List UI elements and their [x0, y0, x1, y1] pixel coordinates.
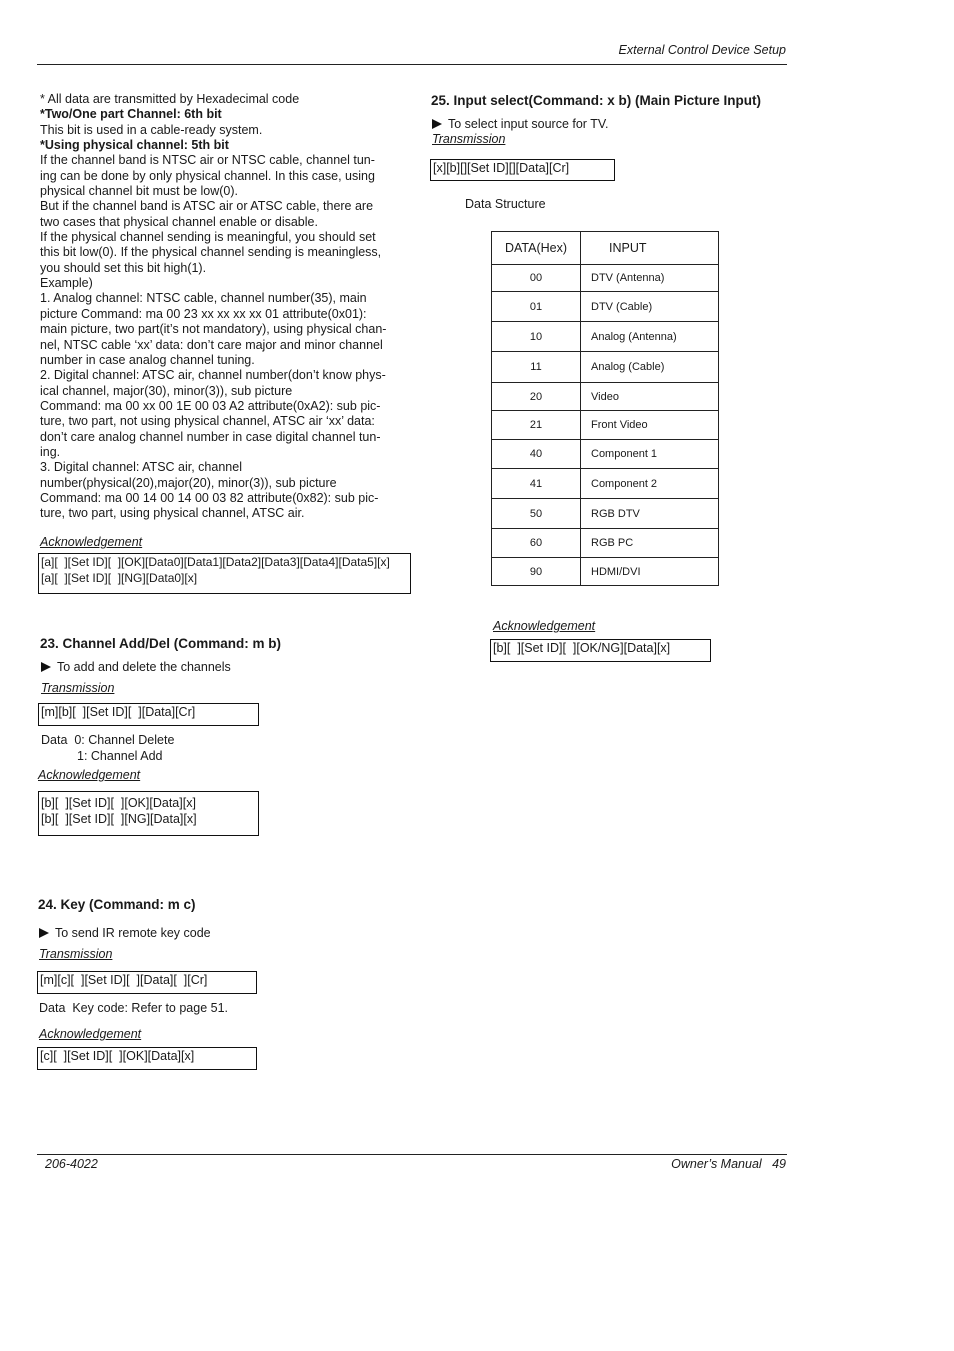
- intro-line: ing can be done by only physical channel. In this case, using: [40, 168, 375, 183]
- ack-code: [b][ ][Set ID][ ][OK/NG][Data][x]: [493, 641, 671, 655]
- hex-cell: 40: [492, 440, 581, 469]
- hex-cell: 10: [492, 322, 581, 352]
- header-rule: [37, 64, 787, 65]
- intro-line: But if the channel band is ATSC air or ATSC cable, there are: [40, 199, 374, 214]
- data-structure-label: Data Structure: [465, 197, 546, 211]
- section-23-data-line: Data 0: Channel Delete: [41, 733, 175, 747]
- intro-line: * All data are transmitted by Hexadecimal code: [40, 92, 300, 106]
- intro-line: picture Command: ma 00 23 xx xx xx xx 01 attribute(0x01):: [40, 306, 367, 321]
- section-25-heading: 25. Input select(Command: x b) (Main Picture Input): [431, 93, 762, 108]
- intro-line: *Two/One part Channel: 6th bit: [40, 107, 222, 122]
- hex-cell: 41: [492, 469, 581, 499]
- intro-line: 2. Digital channel: ATSC air, channel number(don’t know phys-: [40, 368, 386, 383]
- table-row: [492, 383, 719, 411]
- intro-line: ical channel, major(30), minor(3)), sub picture: [40, 383, 293, 398]
- triangle-bullet-icon: [39, 928, 49, 938]
- hex-cell: 11: [492, 352, 581, 383]
- hex-cell: 21: [492, 411, 581, 440]
- input-cell: Front Video: [581, 411, 719, 440]
- table-header-cell: INPUT: [581, 232, 719, 265]
- section-25-bullet: [432, 117, 609, 131]
- section-24-transmission-label: Transmission: [39, 947, 113, 961]
- input-cell: HDMI/DVI: [581, 558, 719, 586]
- intro-line: ing.: [40, 444, 61, 459]
- table-row: [492, 499, 719, 529]
- table-row: [492, 265, 719, 292]
- input-cell: RGB DTV: [581, 499, 719, 529]
- intro-line: this bit low(0). If the physical channel sending is meaningless,: [40, 245, 382, 260]
- hex-cell: 20: [492, 383, 581, 411]
- intro-line: two cases that physical channel enable or disable.: [40, 214, 318, 229]
- intro-line: don’t care analog channel number in case digital channel tun-: [40, 429, 381, 444]
- intro-line: If the physical channel sending is meaningful, you should set: [40, 230, 376, 245]
- section-24-bullet: [39, 926, 211, 940]
- footer-doc-number: 206-4022: [45, 1157, 98, 1171]
- section-23-data-line: 1: Channel Add: [77, 749, 163, 763]
- table-row: [492, 558, 719, 586]
- input-cell: Analog (Antenna): [581, 322, 719, 352]
- ack-code-line: [a][ ][Set ID][ ][OK][Data0][Data1][Data2][Data3][Data4][Data5][x]: [41, 555, 390, 569]
- page-header-title: External Control Device Setup: [618, 43, 786, 57]
- input-cell: Analog (Cable): [581, 352, 719, 383]
- intro-line: number(physical(20),major(20), minor(3)), sub picture: [40, 475, 337, 490]
- hex-cell: 00: [492, 265, 581, 292]
- intro-line: If the channel band is NTSC air or NTSC cable, channel tun-: [40, 153, 375, 168]
- input-cell: DTV (Cable): [581, 292, 719, 322]
- intro-line: Command: ma 00 xx 00 1E 00 03 A2 attribute(0xA2): sub pic-: [40, 398, 381, 413]
- input-cell: Video: [581, 383, 719, 411]
- section-25-transmission-box: [430, 159, 615, 181]
- table-header-cell: DATA(Hex): [492, 232, 581, 265]
- table-row: [492, 469, 719, 499]
- intro-text: [40, 92, 405, 522]
- section-23-ack-label: Acknowledgement: [38, 768, 141, 782]
- section-24-ack-box: [37, 1047, 257, 1070]
- footer-rule: [37, 1154, 787, 1155]
- intro-ack-box: [38, 553, 411, 594]
- input-cell: DTV (Antenna): [581, 265, 719, 292]
- triangle-bullet-icon: [41, 662, 51, 672]
- intro-line: Command: ma 00 14 00 14 00 03 82 attribute(0x82): sub pic-: [40, 490, 379, 505]
- ack-code: [c][ ][Set ID][ ][OK][Data][x]: [40, 1049, 195, 1063]
- transmission-code: [m][c][ ][Set ID][ ][Data][ ][Cr]: [40, 973, 208, 987]
- intro-line: number in case analog channel tuning.: [40, 352, 255, 367]
- bullet-text: To select input source for TV.: [448, 117, 609, 131]
- intro-line: nel, NTSC cable ‘xx’ data: don’t care major and minor channel: [40, 337, 383, 352]
- intro-line: Example): [40, 276, 93, 291]
- input-cell: Component 1: [581, 440, 719, 469]
- table-row: [492, 322, 719, 352]
- input-cell: RGB PC: [581, 529, 719, 558]
- table-row: [492, 411, 719, 440]
- intro-line: ture, two part, not using physical channel, ATSC air ‘xx’ data:: [40, 414, 375, 429]
- transmission-code: [x][b][][Set ID][][Data][Cr]: [433, 161, 570, 175]
- table-row: [492, 352, 719, 383]
- intro-line: This bit is used in a cable-ready system.: [40, 122, 263, 137]
- intro-line: ture, two part, using physical channel, ATSC air.: [40, 506, 305, 521]
- transmission-code: [m][b][ ][Set ID][ ][Data][Cr]: [41, 705, 196, 719]
- section-23-heading: 23. Channel Add/Del (Command: m b): [40, 636, 282, 651]
- section-24-ack-label: Acknowledgement: [39, 1027, 142, 1041]
- intro-ack-label: Acknowledgement: [40, 535, 143, 549]
- bullet-text: To add and delete the channels: [57, 660, 231, 674]
- section-24-heading: 24. Key (Command: m c): [38, 897, 196, 912]
- section-23-transmission-label: Transmission: [41, 681, 115, 695]
- section-24-transmission-box: [37, 971, 257, 994]
- intro-line: you should set this bit high(1).: [40, 260, 207, 275]
- section-23-bullet: [41, 660, 231, 674]
- intro-line: 3. Digital channel: ATSC air, channel: [40, 460, 242, 475]
- hex-cell: 90: [492, 558, 581, 586]
- ack-code-line: [b][ ][Set ID][ ][NG][Data][x]: [41, 811, 197, 826]
- section-23-transmission-box: [38, 703, 259, 726]
- table-row: [492, 529, 719, 558]
- section-25-ack-label: Acknowledgement: [493, 619, 596, 633]
- bullet-text: To send IR remote key code: [55, 926, 211, 940]
- section-25-transmission-label: Transmission: [432, 132, 506, 146]
- intro-line: 1. Analog channel: NTSC cable, channel number(35), main: [40, 291, 367, 306]
- ack-code-line: [b][ ][Set ID][ ][OK][Data][x]: [41, 796, 196, 810]
- hex-cell: 50: [492, 499, 581, 529]
- intro-line: physical channel bit must be low(0).: [40, 184, 239, 199]
- hex-cell: 01: [492, 292, 581, 322]
- section-24-data-line: Data Key code: Refer to page 51.: [39, 1001, 229, 1015]
- table-row: [492, 292, 719, 322]
- section-25-ack-box: [490, 639, 711, 662]
- data-structure-table: [491, 231, 719, 586]
- footer-page-label: Owner’s Manual 49: [671, 1157, 786, 1171]
- triangle-bullet-icon: [432, 119, 442, 129]
- intro-line: main picture, two part(it’s not mandatory), using physical chan-: [40, 322, 387, 337]
- input-cell: Component 2: [581, 469, 719, 499]
- section-23-ack-box: [38, 791, 259, 836]
- table-row: [492, 440, 719, 469]
- ack-code-line: [a][ ][Set ID][ ][NG][Data0][x]: [41, 570, 198, 585]
- hex-cell: 60: [492, 529, 581, 558]
- table-header-row: [492, 232, 719, 265]
- intro-line: *Using physical channel: 5th bit: [40, 138, 229, 153]
